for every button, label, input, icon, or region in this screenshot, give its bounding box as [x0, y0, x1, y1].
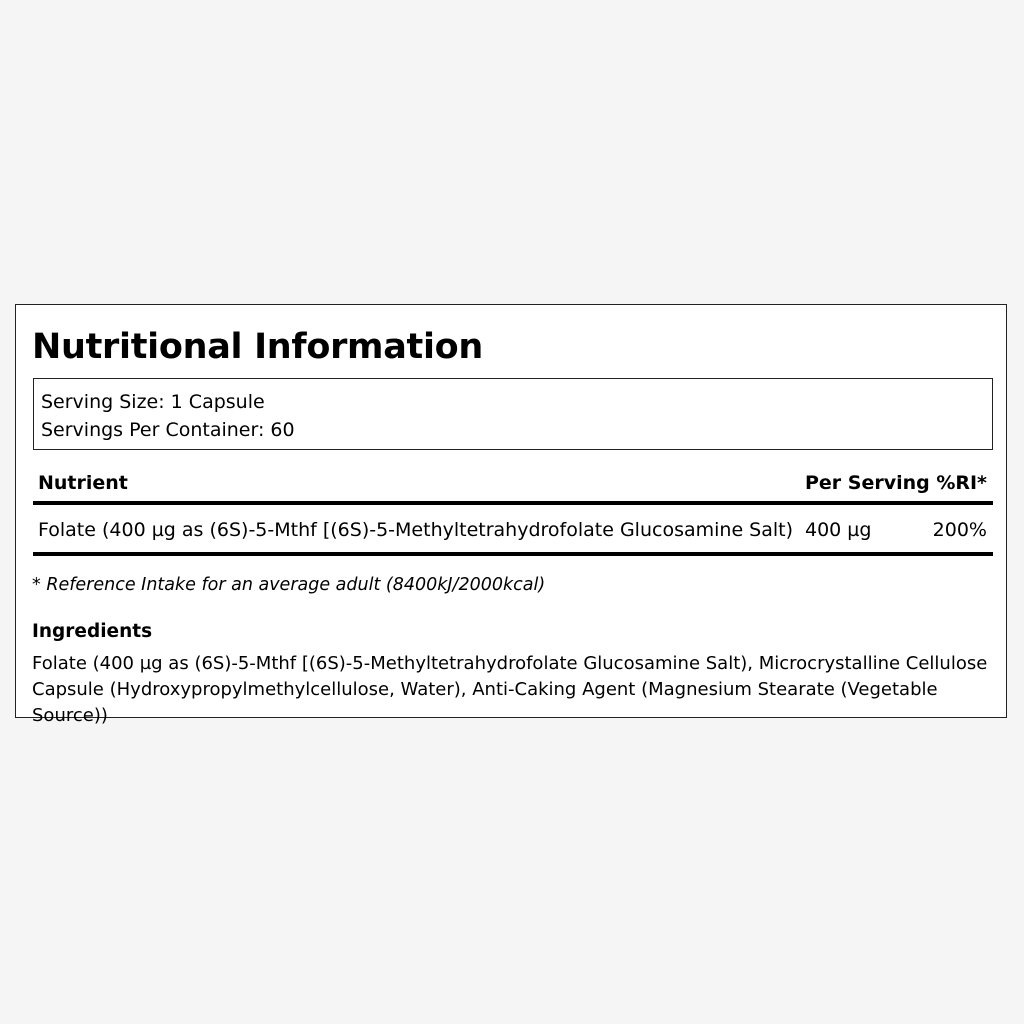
table-header-row: [33, 466, 993, 505]
header-nutrient: Nutrient: [38, 472, 128, 494]
ingredients-heading: Ingredients: [32, 621, 153, 642]
nutrient-name: Folate (400 µg as (6S)-5-Mthf [(6S)-5-Methyltetrahydrofolate Glucosamine Salt): [38, 519, 794, 541]
serving-info-box: [33, 378, 993, 450]
servings-per-container: Servings Per Container: 60: [41, 419, 295, 441]
nutrition-label-panel: [15, 304, 1007, 726]
label-title: Nutritional Information: [32, 327, 484, 367]
serving-size: Serving Size: 1 Capsule: [41, 391, 265, 413]
header-per-serving: Per Serving: [805, 472, 930, 494]
header-ri: %RI*: [936, 472, 987, 494]
nutrient-table: [33, 466, 993, 556]
ingredients-text: Folate (400 µg as (6S)-5-Mthf [(6S)-5-Methyltetrahydrofolate Glucosamine Salt), Microcrystalline Cellulose Capsule (Hydroxypropylmethylcellulose, Water), Anti-Caking Agent (Magnesium Stearate (Vegetable Source)): [32, 653, 988, 726]
table-row: [33, 505, 993, 556]
nutrient-ri: 200%: [932, 519, 987, 541]
reference-intake-footnote: * Reference Intake for an average adult (8400kJ/2000kcal): [32, 575, 546, 595]
nutrient-per-serving: 400 µg: [805, 519, 872, 541]
